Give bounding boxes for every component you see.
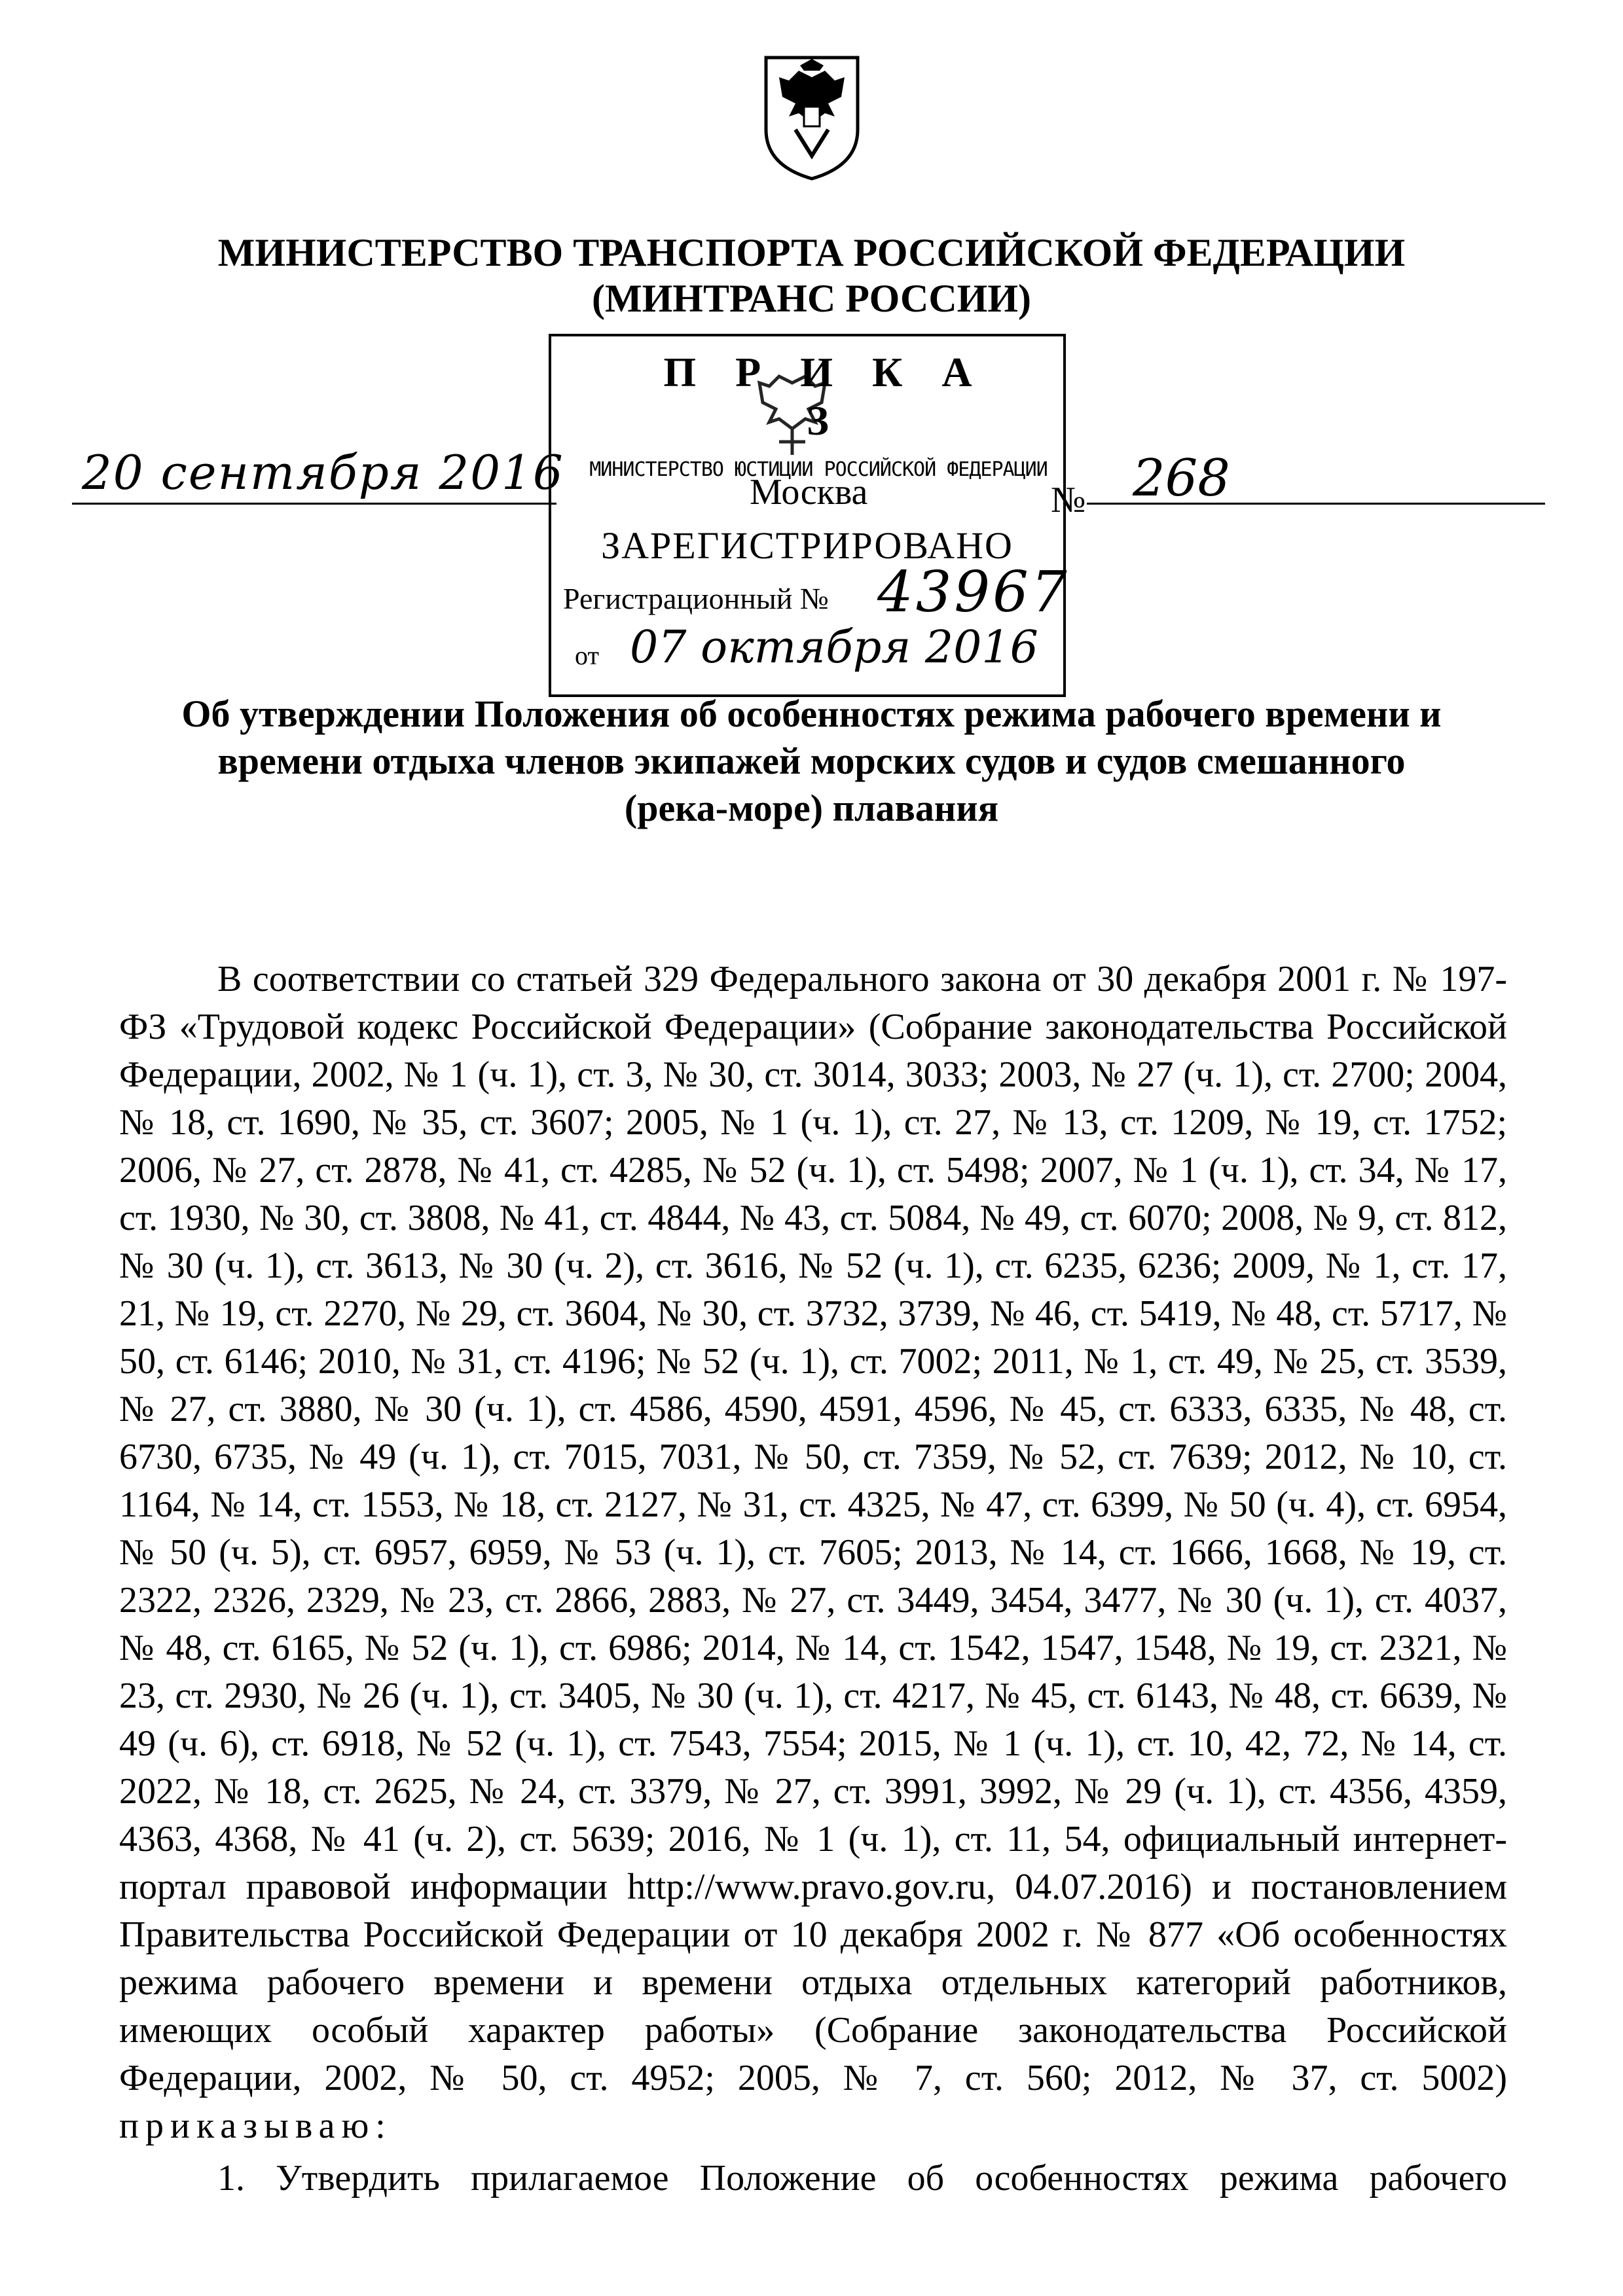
preamble-paragraph [119, 956, 1507, 2150]
document-title-line-3: (река-море) плавания [624, 787, 999, 829]
date-underline [72, 503, 556, 505]
registered-status: ЗАРЕГИСТРИРОВАНО [601, 524, 1013, 567]
number-underline [1087, 503, 1545, 505]
document-type: П Р И К А З [663, 349, 987, 444]
document-title-line-1: Об утверждении Положения об особенностях режима рабочего времени и [181, 692, 1442, 735]
directive-word: приказываю: [119, 2106, 392, 2146]
registration-date: 07 октября 2016 [630, 622, 1038, 673]
preamble-text: В соответствии со статьей 329 Федерального закона от 30 декабря 2001 г. № 197-ФЗ «Трудовой кодекс Российской Федерации» (Собрание законодательства Российской Федерации, 2002, № 1 (ч. 1), ст. 3, № 30, ст. 3014, 3033; 2003, № 27 (ч. 1), ст. 2700; 2004, № 18, ст. 1690, № 35, ст. 3607; 2005, № 1 (ч. 1), ст. 27, № 13, ст. 1209, № 19, ст. 1752; 2006, № 27, ст. 2878, № 41, ст. 4285, № 52 (ч. 1), ст. 5498; 2007, № 1 (ч. 1), ст. 34, № 17, ст. 1930, № 30, ст. 3808, № 41, ст. 4844, № 43, ст. 5084, № 49, ст. 6070; 2008, № 9, ст. 812, № 30 (ч. 1), ст. 3613, № 30 (ч. 2), ст. 3616, № 52 (ч. 1), ст. 6235, 6236; 2009, № 1, ст. 17, 21, № 19, ст. 2270, № 29, ст. 3604, № 30, ст. 3732, 3739, № 46, ст. 5419, № 48, ст. 5717, № 50, ст. 6146; 2010, № 31, ст. 4196; № 52 (ч. 1), ст. 7002; 2011, № 1, ст. 49, № 25, ст. 3539, № 27, ст. 3880, № 30 (ч. 1), ст. 4586, 4590, 4591, 4596, № 45, ст. 6333, 6335, № 48, ст. 6730, 6735, № 49 (ч. 1), ст. 7015, 7031, № 50, ст. 7359, № 52, ст. 7639; 2012, № 10, ст. 1164, № 14, ст. 1553, № 18, ст. 2127, № 31, ст. 4325, № 47, ст. 6399, № 50 (ч. 4), ст. 6954, № 50 (ч. 5), ст. 6957, 6959, № 53 (ч. 1), ст. 7605; 2013, № 14, ст. 1666, 1668, № 19, ст. 2322, 2326, 2329, № 23, ст. 2866, 2883, № 27, ст. 3449, 3454, 3477, № 30 (ч. 1), ст. 4037, № 48, ст. 6165, № 52 (ч. 1), ст. 6986; 2014, № 14, ст. 1542, 1547, 1548, № 19, ст. 2321, № 23, ст. 2930, № 26 (ч. 1), ст. 3405, № 30 (ч. 1), ст. 4217, № 45, ст. 6143, № 48, ст. 6639, № 49 (ч. 6), ст. 6918, № 52 (ч. 1), ст. 7543, 7554; 2015, № 1 (ч. 1), ст. 10, 42, 72, № 14, ст. 2022, № 18, ст. 2625, № 24, ст. 3379, № 27, ст. 3991, 3992, № 29 (ч. 1), ст. 4356, 4359, 4363, 4368, № 41 (ч. 2), ст. 5639; 2016, № 1 (ч. 1), ст. 11, 54, официальный интернет-портал правовой информации http://www.pravo.gov.ru, 04.07.2016) и постановлением Правительства Российской Федерации от 10 декабря 2002 г. № 877 «Об особенностях режима рабочего времени и времени отдыха отдельных категорий работников, имеющих особый характер работы» (Собрание законодательства Российской Федерации, 2002, № 50, ст. 4952; 2005, № 7, ст. 560; 2012, № 37, ст. 5002) [119, 959, 1507, 2098]
stamp-ministry-name: МИНИСТЕРСТВО ЮСТИЦИИ РОССИЙСКОЙ ФЕДЕРАЦИИ [589, 458, 1048, 481]
city: Москва [750, 472, 868, 512]
document-title-line-2: времени отдыха членов экипажей морских судов и судов смешанного [217, 740, 1406, 782]
order-number-handwritten: 268 [1133, 449, 1230, 508]
registration-number-label: Регистрационный № [563, 582, 829, 615]
number-label: № [1051, 480, 1086, 520]
registration-number: 43967 [877, 560, 1070, 625]
order-date-handwritten: 20 сентября 2016 [82, 445, 564, 500]
list-item-1: 1. Утвердить прилагаемое Положение об особенностях режима рабочего [217, 2158, 1507, 2198]
ministry-short-name: (МИНТРАНС РОССИИ) [592, 277, 1031, 320]
registration-date-label: от [575, 641, 599, 670]
coat-of-arms-emblem [759, 51, 864, 182]
ministry-name: МИНИСТЕРСТВО ТРАНСПОРТА РОССИЙСКОЙ ФЕДЕРАЦИИ [217, 231, 1406, 274]
